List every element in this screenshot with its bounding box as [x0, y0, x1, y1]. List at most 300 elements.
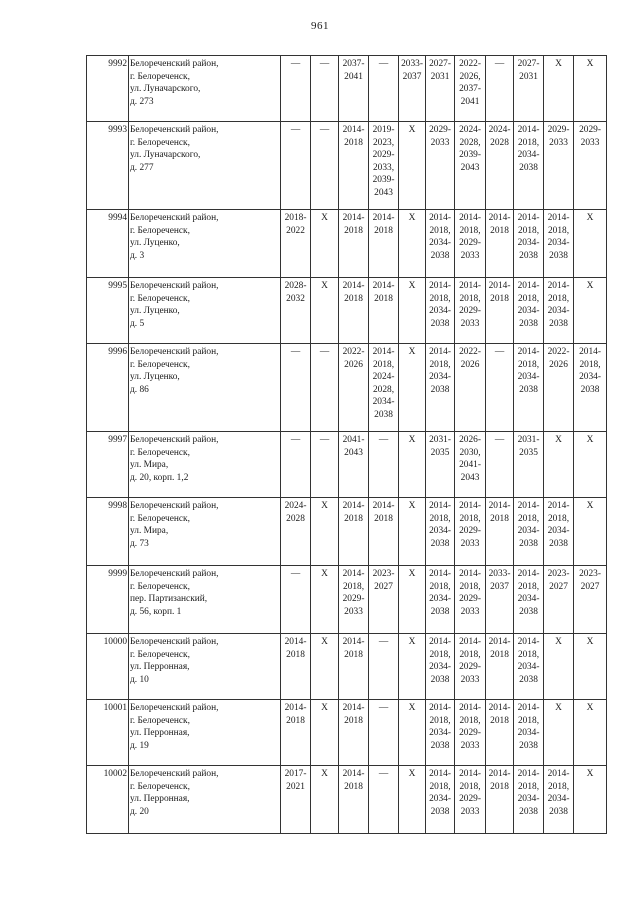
address-line: д. 20, корп. 1,2 — [130, 472, 189, 483]
period-line: X — [321, 501, 328, 511]
period-cell-col-6 — [426, 634, 455, 700]
period-cell-col-8 — [486, 498, 514, 566]
period-line: 2023- — [372, 569, 395, 579]
period-line: 2018, — [429, 581, 451, 592]
period-cell-col-3 — [339, 766, 369, 834]
period-line: 2024- — [284, 501, 307, 511]
period-line: 2038 — [374, 409, 393, 420]
period-cell-col-3 — [339, 344, 369, 432]
period-cell-col-10 — [544, 56, 574, 122]
period-line: — — [378, 703, 389, 713]
period-line: — — [494, 59, 505, 69]
row-number-cell: 9995 — [87, 278, 129, 344]
period-line: 2029- — [459, 662, 481, 673]
period-line: 2038 — [519, 674, 538, 685]
period-line: — — [378, 637, 389, 647]
period-line: 2018, — [429, 781, 451, 792]
period-line: X — [408, 347, 416, 357]
period-line: 2038 — [519, 806, 538, 817]
period-cell-col-2 — [311, 432, 339, 498]
period-line: 2014- — [459, 703, 481, 713]
period-line: 2014- — [342, 703, 365, 713]
period-line: 2029- — [547, 125, 570, 135]
period-line: — — [319, 59, 330, 69]
period-line: 2034- — [429, 306, 451, 317]
period-cell-col-3 — [339, 566, 369, 634]
period-line: 2014- — [488, 769, 511, 779]
period-line: 2027 — [580, 581, 600, 592]
period-line: 2033 — [549, 137, 568, 148]
address-cell — [129, 278, 281, 344]
period-cell-col-11 — [574, 700, 607, 766]
address-line: г. Белореченск, — [130, 781, 190, 792]
period-line: 2014- — [517, 347, 540, 357]
period-cell-col-4 — [369, 56, 399, 122]
period-cell-col-8 — [486, 634, 514, 700]
period-line: 2018, — [459, 225, 481, 236]
period-line: 2014- — [488, 213, 511, 223]
period-cell-col-6 — [426, 56, 455, 122]
period-line: 2018, — [517, 649, 540, 660]
period-line: X — [555, 59, 562, 69]
period-cell-col-7 — [455, 278, 486, 344]
period-line: 2018, — [372, 359, 395, 370]
period-line: X — [586, 703, 594, 713]
period-cell-col-8 — [486, 344, 514, 432]
period-cell-col-4 — [369, 344, 399, 432]
period-line: 2018, — [517, 581, 540, 592]
period-line: 2038 — [580, 384, 600, 395]
period-cell-col-8 — [486, 766, 514, 834]
address-line: г. Белореченск, — [130, 225, 190, 236]
period-cell-col-11 — [574, 344, 607, 432]
period-cell-col-5 — [399, 700, 426, 766]
period-line: 2026- — [459, 435, 481, 445]
period-line: 2034- — [429, 794, 451, 805]
period-line: X — [321, 281, 328, 291]
period-line: 2038 — [549, 250, 568, 261]
period-line: 2037- — [459, 84, 481, 95]
period-line: 2014- — [284, 703, 307, 713]
period-line: X — [321, 213, 328, 223]
period-line: 2014- — [517, 569, 540, 579]
period-line: X — [408, 125, 416, 135]
period-line: — — [319, 125, 330, 135]
period-line: 2014- — [517, 703, 540, 713]
period-line: 2018, — [429, 649, 451, 660]
period-cell-col-5 — [399, 278, 426, 344]
period-cell-col-9 — [514, 766, 544, 834]
period-line: 2033 — [460, 538, 480, 549]
period-line: X — [555, 637, 562, 647]
period-line: 2027 — [374, 581, 393, 592]
address-line: ул. Луценко, — [130, 306, 180, 317]
period-line: 2014- — [547, 769, 570, 779]
address-line: Белореченский район, — [130, 703, 219, 713]
period-line: 2018, — [429, 225, 451, 236]
period-line: X — [555, 435, 562, 445]
row-number-cell: 10001 — [87, 700, 129, 766]
period-cell-col-4 — [369, 766, 399, 834]
period-cell-col-9 — [514, 344, 544, 432]
row-number-cell: 9993 — [87, 122, 129, 210]
period-cell-col-5 — [399, 56, 426, 122]
period-line: 2029- — [579, 125, 601, 135]
period-line: 2031- — [517, 435, 540, 445]
table-row — [87, 210, 607, 278]
table-row — [87, 498, 607, 566]
period-line: 2018 — [374, 225, 393, 236]
period-cell-col-2 — [311, 56, 339, 122]
address-line: д. 19 — [130, 740, 149, 751]
period-cell-col-8 — [486, 122, 514, 210]
period-line: 2037 — [402, 71, 422, 82]
address-line: ул. Перронная, — [130, 662, 190, 673]
period-line: 2018, — [547, 225, 570, 236]
period-line: 2034- — [429, 372, 451, 383]
period-line: 2018 — [344, 715, 363, 726]
period-line: X — [408, 769, 416, 779]
period-line: X — [586, 435, 594, 445]
period-cell-col-7 — [455, 634, 486, 700]
period-line: 2041 — [344, 71, 363, 82]
period-cell-col-3 — [339, 700, 369, 766]
page-number: 961 — [311, 20, 329, 32]
period-line: 2033 — [580, 137, 600, 148]
period-line: 2033- — [488, 569, 511, 579]
period-cell-col-1 — [281, 278, 311, 344]
period-line: 2018 — [490, 649, 509, 660]
table-row — [87, 122, 607, 210]
period-line: 2038 — [430, 606, 450, 617]
period-line: 2018, — [459, 513, 481, 524]
period-line: X — [408, 501, 416, 511]
period-cell-col-11 — [574, 278, 607, 344]
period-cell-col-3 — [339, 210, 369, 278]
period-line: 2014- — [459, 281, 481, 291]
table-row — [87, 56, 607, 122]
period-line: 2034- — [517, 526, 540, 537]
period-line: 2018 — [344, 293, 363, 304]
period-line: 2026 — [460, 359, 480, 370]
period-line: 2038 — [519, 318, 538, 329]
table-body — [87, 56, 607, 834]
row-number-cell: 10000 — [87, 634, 129, 700]
address-line: д. 277 — [130, 162, 154, 173]
row-number-cell: 10002 — [87, 766, 129, 834]
period-line: 2038 — [519, 162, 538, 173]
period-cell-col-4 — [369, 210, 399, 278]
period-line: 2034- — [429, 728, 451, 739]
period-cell-col-5 — [399, 344, 426, 432]
period-line: 2018, — [429, 293, 451, 304]
address-line: г. Белореченск, — [130, 581, 190, 592]
period-cell-col-5 — [399, 122, 426, 210]
period-cell-col-4 — [369, 700, 399, 766]
period-line: 2034- — [429, 526, 451, 537]
period-line: 2038 — [519, 384, 538, 395]
period-line: 2014- — [459, 769, 481, 779]
period-line: 2043 — [344, 447, 363, 458]
address-line: ул. Мира, — [130, 460, 169, 471]
period-line: 2028, — [459, 137, 481, 148]
period-cell-col-7 — [455, 700, 486, 766]
period-cell-col-6 — [426, 700, 455, 766]
period-cell-col-8 — [486, 278, 514, 344]
address-line: д. 10 — [130, 674, 149, 685]
address-cell — [129, 432, 281, 498]
period-cell-col-11 — [574, 498, 607, 566]
period-cell-col-10 — [544, 122, 574, 210]
period-line: 2014- — [547, 281, 570, 291]
period-line: 2034- — [547, 526, 570, 537]
address-cell — [129, 56, 281, 122]
period-line: 2026 — [344, 359, 363, 370]
period-line: X — [321, 569, 328, 579]
period-line: X — [321, 703, 328, 713]
period-cell-col-6 — [426, 344, 455, 432]
period-cell-col-8 — [486, 700, 514, 766]
period-line: 2018 — [344, 137, 363, 148]
period-cell-col-9 — [514, 700, 544, 766]
period-cell-col-9 — [514, 634, 544, 700]
period-cell-col-9 — [514, 278, 544, 344]
period-line: 2033, — [372, 162, 395, 173]
period-line: 2018 — [490, 781, 509, 792]
period-line: — — [378, 769, 389, 779]
period-cell-col-11 — [574, 766, 607, 834]
period-line: X — [321, 637, 328, 647]
address-line: Белореченский район, — [130, 347, 219, 357]
address-line: г. Белореченск, — [130, 513, 190, 524]
period-line: 2028, — [372, 384, 395, 395]
period-line: X — [586, 501, 594, 511]
period-cell-col-3 — [339, 498, 369, 566]
period-cell-col-8 — [486, 56, 514, 122]
period-line: 2029- — [459, 238, 481, 249]
period-line: 2014- — [459, 637, 481, 647]
period-line: 2034- — [517, 794, 540, 805]
period-line: 2038 — [430, 384, 450, 395]
period-cell-col-7 — [455, 210, 486, 278]
address-line: ул. Луценко, — [130, 238, 180, 249]
period-line: 2037 — [490, 581, 509, 592]
period-cell-col-6 — [426, 278, 455, 344]
period-line: X — [408, 569, 416, 579]
address-line: пер. Партизанский, — [130, 594, 208, 605]
period-line: 2014- — [547, 213, 570, 223]
period-line: 2029- — [459, 526, 481, 537]
period-line: 2038 — [549, 806, 568, 817]
period-line: 2038 — [519, 606, 538, 617]
period-line: 2018, — [459, 649, 481, 660]
period-line: 2014- — [488, 703, 511, 713]
period-line: 2018 — [344, 781, 363, 792]
period-line: 2018 — [490, 715, 509, 726]
address-cell — [129, 700, 281, 766]
period-line: 2038 — [430, 674, 450, 685]
period-cell-col-9 — [514, 498, 544, 566]
period-line: 2034- — [429, 238, 451, 249]
period-line: 2034- — [579, 372, 601, 383]
period-line: 2022- — [342, 347, 365, 357]
period-line: — — [378, 59, 389, 69]
period-line: 2043 — [460, 162, 480, 173]
address-cell — [129, 210, 281, 278]
period-cell-col-8 — [486, 432, 514, 498]
period-line: 2034- — [372, 397, 395, 408]
period-line: 2033 — [460, 806, 480, 817]
address-line: г. Белореченск, — [130, 71, 190, 82]
period-line: 2041 — [460, 96, 480, 107]
period-line: 2014- — [342, 281, 365, 291]
address-line: ул. Перронная, — [130, 794, 190, 805]
period-line: 2018, — [517, 715, 540, 726]
period-cell-col-1 — [281, 122, 311, 210]
period-cell-col-6 — [426, 210, 455, 278]
period-cell-col-10 — [544, 278, 574, 344]
period-line: 2014- — [342, 637, 365, 647]
address-line: г. Белореченск, — [130, 649, 190, 660]
period-cell-col-4 — [369, 432, 399, 498]
period-line: 2018, — [517, 293, 540, 304]
period-cell-col-2 — [311, 566, 339, 634]
period-line: 2022 — [286, 225, 305, 236]
period-line: 2038 — [430, 806, 450, 817]
period-line: 2038 — [549, 318, 568, 329]
period-line: X — [586, 637, 594, 647]
address-cell — [129, 566, 281, 634]
address-line: д. 56, корп. 1 — [130, 606, 182, 617]
period-line: 2014- — [372, 213, 395, 223]
period-line: 2014- — [517, 281, 540, 291]
period-cell-col-2 — [311, 278, 339, 344]
period-line: 2038 — [430, 318, 450, 329]
period-line: 2028 — [490, 137, 509, 148]
address-cell — [129, 344, 281, 432]
row-number-cell: 9996 — [87, 344, 129, 432]
period-line: 2029- — [459, 794, 481, 805]
period-cell-col-9 — [514, 210, 544, 278]
address-line: ул. Мира, — [130, 526, 169, 537]
period-line: 2038 — [430, 740, 450, 751]
period-cell-col-6 — [426, 432, 455, 498]
period-line: 2026 — [549, 359, 568, 370]
period-line: 2027- — [517, 59, 540, 69]
period-line: 2014- — [342, 769, 365, 779]
period-line: 2018 — [344, 513, 363, 524]
period-line: 2014- — [517, 637, 540, 647]
address-line: ул. Луначарского, — [130, 84, 201, 95]
address-cell — [129, 122, 281, 210]
period-line: 2034- — [517, 238, 540, 249]
period-cell-col-5 — [399, 566, 426, 634]
period-line: 2030, — [459, 447, 481, 458]
period-cell-col-7 — [455, 766, 486, 834]
period-line: 2037- — [342, 59, 365, 69]
row-number-cell: 9999 — [87, 566, 129, 634]
period-line: 2014- — [579, 347, 601, 357]
period-line: 2014- — [517, 213, 540, 223]
period-line: 2031 — [519, 71, 538, 82]
period-line: 2014- — [429, 637, 451, 647]
period-cell-col-7 — [455, 566, 486, 634]
period-line: 2014- — [342, 213, 365, 223]
period-line: — — [290, 347, 301, 357]
period-line: 2034- — [547, 794, 570, 805]
period-line: — — [319, 435, 330, 445]
period-cell-col-10 — [544, 210, 574, 278]
address-line: Белореченский район, — [130, 769, 219, 779]
period-line: — — [290, 569, 301, 579]
address-line: д. 5 — [130, 318, 145, 329]
period-line: 2014- — [517, 501, 540, 511]
period-cell-col-1 — [281, 344, 311, 432]
period-line: 2014- — [284, 637, 307, 647]
period-line: 2014- — [547, 501, 570, 511]
period-line: 2018, — [459, 293, 481, 304]
period-cell-col-10 — [544, 634, 574, 700]
period-line: 2038 — [519, 538, 538, 549]
period-line: 2014- — [372, 501, 395, 511]
period-cell-col-7 — [455, 432, 486, 498]
period-line: 2033 — [344, 606, 363, 617]
period-cell-col-2 — [311, 766, 339, 834]
period-line: 2033- — [401, 59, 423, 69]
period-line: X — [586, 213, 594, 223]
period-line: 2018, — [547, 513, 570, 524]
period-cell-col-11 — [574, 210, 607, 278]
period-cell-col-1 — [281, 700, 311, 766]
period-line: 2041- — [459, 460, 481, 471]
period-cell-col-2 — [311, 700, 339, 766]
period-line: 2018 — [490, 225, 509, 236]
period-line: 2014- — [429, 769, 451, 779]
period-line: 2018 — [490, 293, 509, 304]
period-line: 2014- — [342, 125, 365, 135]
period-line: 2024- — [488, 125, 511, 135]
period-cell-col-3 — [339, 634, 369, 700]
period-cell-col-11 — [574, 122, 607, 210]
period-line: X — [586, 59, 594, 69]
period-line: 2035 — [430, 447, 450, 458]
period-cell-col-7 — [455, 498, 486, 566]
address-line: д. 20 — [130, 806, 149, 817]
address-line: г. Белореченск, — [130, 447, 190, 458]
period-line: 2014- — [488, 637, 511, 647]
period-cell-col-2 — [311, 344, 339, 432]
period-line: X — [321, 769, 328, 779]
period-line: 2022- — [459, 59, 481, 69]
period-line: 2018, — [459, 581, 481, 592]
period-line: X — [408, 213, 416, 223]
period-line: 2014- — [459, 213, 481, 223]
period-line: X — [408, 281, 416, 291]
period-line: 2018 — [490, 513, 509, 524]
period-line: 2043 — [374, 187, 393, 198]
address-cell — [129, 498, 281, 566]
period-cell-col-11 — [574, 432, 607, 498]
period-cell-col-7 — [455, 344, 486, 432]
period-line: 2018, — [429, 715, 451, 726]
period-line: 2032 — [286, 293, 305, 304]
address-line: Белореченский район, — [130, 125, 219, 135]
period-line: 2029- — [459, 728, 481, 739]
period-line: 2018, — [547, 781, 570, 792]
period-line: 2014- — [459, 569, 481, 579]
period-line: 2029- — [459, 594, 481, 605]
period-line: 2039- — [459, 150, 481, 161]
